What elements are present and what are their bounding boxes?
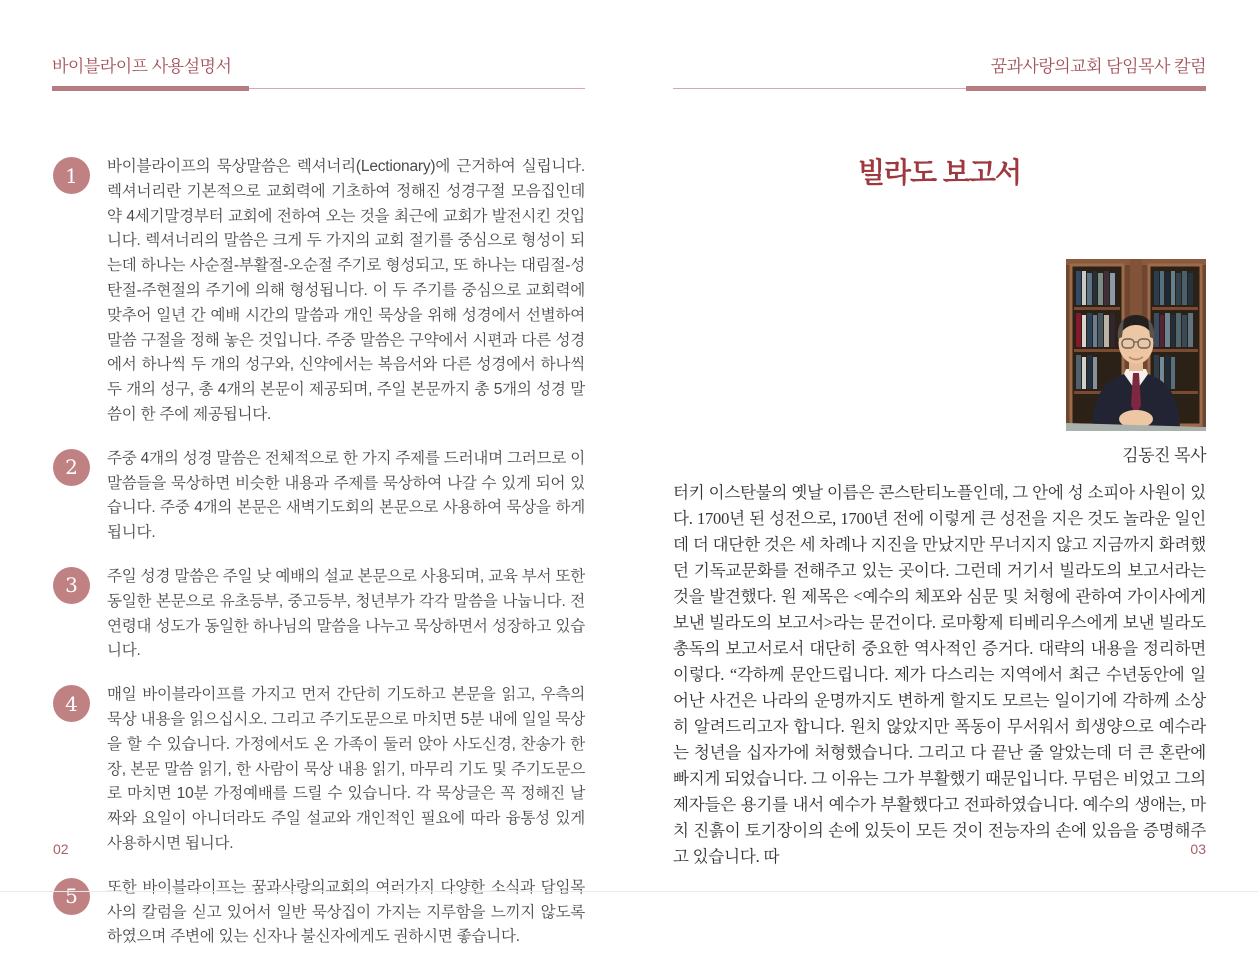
author-photo-block <box>673 259 1206 466</box>
list-item <box>52 683 585 857</box>
list-item-text: 주중 4개의 성경 말씀은 전체적으로 한 가지 주제를 드러내며 그러므로 이 말씀들을 묵상하면 비슷한 내용과 주제를 묵상하여 나갈 수 있게 되어 있습니다. 주중 4개의 본문은 새벽기도회의 본문으로 사용하여 묵상을 하게 됩니다. <box>107 449 585 542</box>
page-number-left: 02 <box>53 841 69 857</box>
right-header-rule <box>673 86 1206 91</box>
list-item-text: 또한 바이블라이프는 꿈과사랑의교회의 여러가지 다양한 소식과 담임목사의 칼럼을 싣고 있어서 일반 묵상집이 가지는 지루함을 느끼지 않도록 하였으며 주변에 있는 신자나 불신자에게도 권하시면 좋습니다. <box>107 878 585 946</box>
left-page <box>52 52 585 969</box>
list-item <box>52 447 585 546</box>
left-page-header: 바이블라이프 사용설명서 <box>52 57 232 76</box>
list-item <box>52 876 585 950</box>
number-badge: 1 <box>53 157 90 194</box>
number-badge: 4 <box>53 685 90 722</box>
left-header-rule-thick <box>52 86 249 91</box>
column-body-text: 터키 이스탄불의 옛날 이름은 콘스탄티노플인데, 그 안에 성 소피아 사원이 있다. 1700년 된 성전으로, 1700년 전에 이렇게 큰 성전을 지은 것도 놀라운 일인데 더 대단한 것은 세 차례나 지진을 만났지만 무너지지 않고 지금까지 화려했던 기독교문화를 전해주고 있는 곳이다. 그런데 거기서 빌라도의 보고서라는 것을 발견했다. 원 제목은 <예수의 체포와 심문 및 처형에 관하여 가이사에게 보낸 빌라도의 보고서>라는 문건이다. 로마황제 티베리우스에게 보낸 빌라도 총독의 보고서로서 대단히 중요한 역사적인 증거다. 대략의 내용을 정리하면 이렇다. “각하께 문안드립니다. 제가 다스리는 지역에서 최근 수년동안에 일어난 사건은 나라의 운명까지도 변하게 할지도 모르는 일이기에 각하께 소상히 알려드리고자 합니다. 원치 않았지만 폭동이 무서워서 희생양으로 예수라는 청년을 십자가에 처형했습니다. 그리고 다 끝난 줄 알았는데 더 큰 혼란에 빠지게 되었습니다. 그 이유는 그가 부활했기 때문입니다. 무덤은 비었고 그의 제자들은 용기를 내서 예수가 부활했다고 전파하였습니다. 예수의 생애는, 마치 진흙이 토기장이의 손에 있듯이 모든 것이 전능자의 손에 있음을 증명해주고 있습니다. 따 <box>673 483 1206 866</box>
list-item <box>52 565 585 664</box>
list-item-text: 매일 바이블라이프를 가지고 먼저 간단히 기도하고 본문을 읽고, 우측의 묵상 내용을 읽으십시오. 그리고 주기도문으로 마치면 5분 내에 일일 묵상을 할 수 있습니다. 가정에서도 온 가족이 둘러 앉아 사도신경, 찬송가 한 장, 본문 말씀 읽기, 한 사람이 묵상 내용 읽기, 마무리 기도 및 주기도문으로 마치면 10분 가정예배를 드릴 수 있습니다. 각 묵상글은 꼭 정해진 날짜와 요일이 아니더라도 주일 설교와 개인적인 필요에 따라 융통성 있게 사용하시면 됩니다. <box>107 686 585 852</box>
right-header-rule-thick <box>966 86 1206 91</box>
column-title: 빌라도 보고서 <box>857 157 1022 188</box>
number-badge: 3 <box>53 567 90 604</box>
right-page-header: 꿈과사랑의교회 담임목사 칼럼 <box>990 57 1206 76</box>
instruction-list <box>52 155 585 950</box>
pastor-photo <box>1066 259 1206 431</box>
number-badge: 2 <box>53 449 90 486</box>
left-header-rule <box>52 86 585 91</box>
list-item-text: 바이블라이프의 묵상말씀은 렉셔너리(Lectionary)에 근거하여 실립니다. 렉셔너리란 기본적으로 교회력에 기초하여 정해진 성경구절 모음집인데 약 4세기말경부터 교회에 전하여 오는 것을 최근에 교회가 발전시킨 것입니다. 렉셔너리의 말씀은 크게 두 가지의 교회 절기를 중심으로 형성이 되는데 하나는 사순절-부활절-오순절 주기로 형성되고, 또 하나는 대림절-성탄절-주현절의 주기에 의해 형성됩니다. 이 두 주기를 중심으로 교회력에 맞추어 일년 간 예배 시간의 말씀과 개인 묵상을 위해 성경에서 선별하여 말씀 구절을 정해 놓은 것입니다. 주중 말씀은 구약에서 시편과 다른 성경에서 하나씩 두 개의 성구와, 신약에서는 복음서와 다른 성경에서 하나씩 두 개의 성구, 총 4개의 본문이 제공되며, 주일 본문까지 총 5개의 성경 말씀이 한 주에 제공됩니다. <box>107 158 585 423</box>
list-item <box>52 155 585 428</box>
list-item-text: 주일 성경 말씀은 주일 낮 예배의 설교 본문으로 사용되며, 교육 부서 또한 동일한 본문으로 유초등부, 중고등부, 청년부가 각각 말씀을 나눕니다. 전 연령대 성도가 동일한 하나님의 말씀을 나누고 묵상하면서 성장하고 있습니다. <box>107 567 585 660</box>
number-badge: 5 <box>53 878 90 915</box>
page-number-right: 03 <box>1190 841 1206 857</box>
right-page <box>673 52 1206 870</box>
author-name: 김동진 목사 <box>1122 446 1206 465</box>
